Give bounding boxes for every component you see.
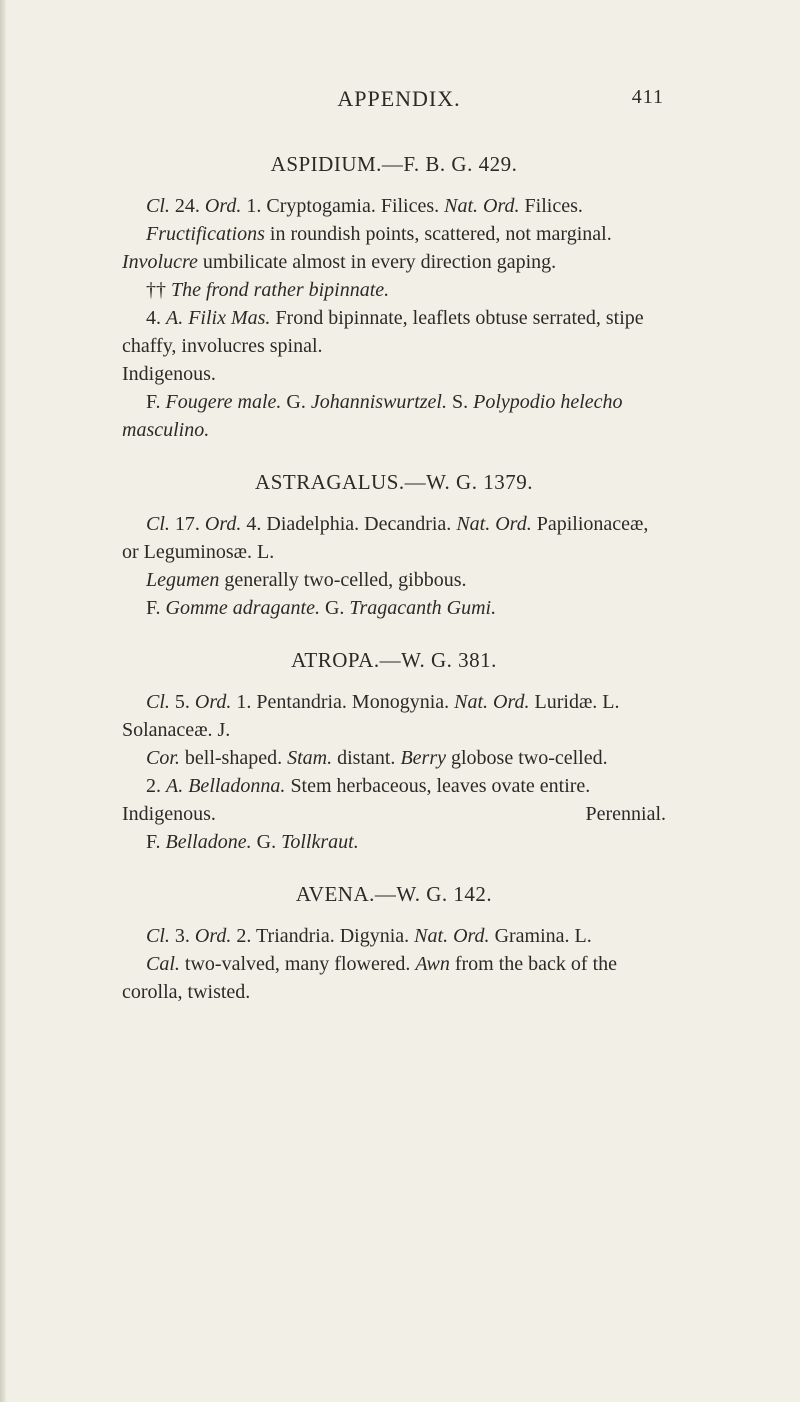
common-names: F. Fougere male. G. Johanniswurtzel. S. Polypodio helecho masculino.	[122, 391, 623, 441]
character-text: Legumen generally two-celled, gibbous.	[146, 569, 467, 591]
entry-heading: ASTRAGALUS.—W. G. 1379.	[255, 470, 533, 494]
classification: Cl. 3. Ord. 2. Triandria. Digynia. Nat. Ord. Gramina. L.	[146, 925, 592, 947]
entry-heading: AVENA.—W. G. 142.	[295, 882, 493, 906]
page-edge	[0, 0, 6, 1402]
subdivision: †† The frond rather bipinnate.	[146, 279, 390, 301]
character-text: Fructifications in roundish points, scattered, not marginal. Involucre umbilicate almost in every direction gaping.	[122, 223, 612, 273]
duration-text: Perennial.	[585, 803, 666, 825]
status-row	[122, 800, 666, 828]
classification: Cl. 17. Ord. 4. Diadelphia. Decandria. Nat. Ord. Papilionaceæ, or Leguminosæ. L.	[122, 513, 649, 563]
species-description: 2. A. Belladonna. Stem herbaceous, leaves ovate entire.	[146, 775, 591, 797]
classification: Cl. 5. Ord. 1. Pentandria. Monogynia. Nat. Ord. Luridæ. L. Solanaceæ. J.	[122, 691, 620, 741]
entry-atropa	[122, 646, 666, 856]
entry-heading: ATROPA.—W. G. 381.	[291, 648, 497, 672]
species-description: 4. A. Filix Mas. Frond bipinnate, leaflets obtuse serrated, stipe chaffy, involucres spinal.	[122, 307, 644, 357]
common-names: F. Belladone. G. Tollkraut.	[146, 831, 359, 853]
common-names: F. Gomme adragante. G. Tragacanth Gumi.	[146, 597, 497, 619]
entry-astragalus	[122, 468, 666, 622]
character-text: Cal. two-valved, many flowered. Awn from the back of the corolla, twisted.	[122, 953, 618, 1003]
status-text: Indigenous.	[122, 803, 216, 825]
page-number: 411	[631, 86, 664, 108]
header-title: APPENDIX.	[337, 86, 461, 111]
entry-heading: ASPIDIUM.—F. B. G. 429.	[270, 152, 518, 176]
character-text: Cor. bell-shaped. Stam. distant. Berry globose two-celled.	[146, 747, 608, 769]
page-body	[122, 150, 666, 1006]
classification: Cl. 24. Ord. 1. Cryptogamia. Filices. Nat. Ord. Filices.	[146, 195, 583, 217]
entry-avena	[122, 880, 666, 1006]
entry-aspidium	[122, 150, 666, 444]
status-text: Indigenous.	[122, 363, 216, 385]
